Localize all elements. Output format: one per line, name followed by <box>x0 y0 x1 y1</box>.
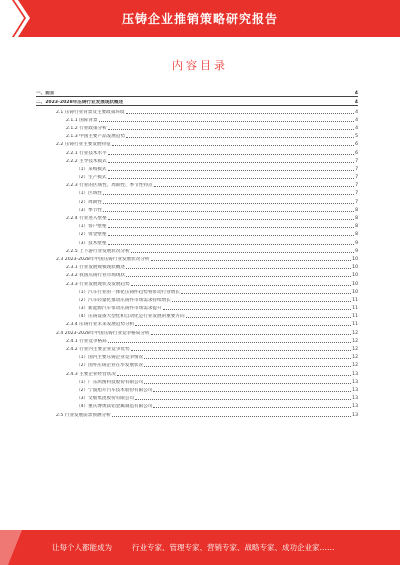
toc-entry[interactable] <box>36 336 358 344</box>
toc-entry[interactable] <box>36 188 358 196</box>
table-of-contents <box>36 88 358 418</box>
toc-entry[interactable] <box>36 409 358 417</box>
toc-leader-dots <box>153 390 351 392</box>
toc-entry-label: 2.2.5 上下游行业发展状况分析 <box>66 248 130 254</box>
footer-slogan: 让每个人都能成为 <box>52 543 112 552</box>
toc-entry-label: （4）压铸设备大型化和自动化是行业发展的重要方向 <box>76 314 185 320</box>
toc-leader-dots <box>112 144 354 146</box>
toc-entry-page: 4 <box>355 109 358 115</box>
toc-entry-page: 12 <box>352 330 358 336</box>
toc-entry[interactable] <box>36 131 358 139</box>
toc-entry-page: 12 <box>352 338 358 344</box>
toc-leader-dots <box>186 316 352 318</box>
toc-leader-dots <box>103 202 354 204</box>
toc-leader-dots <box>131 284 351 286</box>
toc-entry-label: 2.2.2 主导技术模式 <box>66 158 107 164</box>
toc-entry-label: 2.3.2 我国压铸行业市场现状 <box>66 273 126 279</box>
toc-entry-page: 8 <box>355 224 358 230</box>
toc-leader-dots <box>131 349 351 351</box>
toc-entry-label: 2.4 2023-2028年中国压铸行业竞争格局分析 <box>56 330 150 336</box>
toc-entry-page: 12 <box>352 363 358 369</box>
report-title: 压铸企业推销策略研究报告 <box>121 12 278 26</box>
toc-leader-dots <box>151 333 352 335</box>
toc-entry-page: 11 <box>352 322 358 328</box>
toc-entry-label: （2）生产模式 <box>76 175 107 181</box>
toc-entry[interactable] <box>36 327 358 335</box>
toc-entry[interactable] <box>36 123 358 131</box>
toc-leader-dots <box>144 382 351 384</box>
toc-entry-label: 2.3.3 行业发展现状及发展趋势 <box>66 281 130 287</box>
toc-entry[interactable] <box>36 221 358 229</box>
toc-entry-label: （1）国内主要压铸企业竞争情况 <box>76 355 144 361</box>
toc-entry[interactable] <box>36 88 358 97</box>
toc-entry-label: 2.3.4 压铸行业未来发展趋势分析 <box>66 322 135 328</box>
toc-leader-dots <box>126 112 355 114</box>
toc-leader-dots <box>108 128 354 130</box>
toc-entry-page: 13 <box>352 396 358 402</box>
toc-entry-page: 7 <box>355 191 358 197</box>
toc-entry-page: 4 <box>355 117 358 123</box>
toc-entry[interactable] <box>36 360 358 368</box>
toc-entry-page: 10 <box>352 289 358 295</box>
toc-entry-page: 6 <box>355 150 358 156</box>
toc-entry[interactable] <box>36 352 358 360</box>
toc-entry[interactable] <box>36 303 358 311</box>
toc-entry-page: 11 <box>352 306 358 312</box>
toc-entry[interactable] <box>36 311 358 319</box>
toc-entry[interactable] <box>36 97 358 106</box>
toc-leader-dots <box>135 324 351 326</box>
toc-entry[interactable] <box>36 278 358 286</box>
toc-entry-page: 13 <box>352 371 358 377</box>
toc-entry-label: （3）文灿集团股份有限公司 <box>76 396 135 402</box>
toc-entry[interactable] <box>36 246 358 254</box>
toc-entry-label: （1）客户壁垒 <box>76 224 107 230</box>
toc-leader-dots <box>108 218 354 220</box>
toc-leader-dots <box>108 234 355 236</box>
toc-entry-label: 2.1.3 中国主要产品发展趋势 <box>66 134 126 140</box>
toc-entry[interactable] <box>36 344 358 352</box>
toc-entry[interactable] <box>36 319 358 327</box>
toc-entry-page: 8 <box>355 207 358 213</box>
toc-entry-label: 2.4.3 主要企业经营状况 <box>66 371 116 377</box>
toc-leader-dots <box>124 103 354 104</box>
toc-entry-label: （2）国外压铸企业在华发展状况 <box>76 363 144 369</box>
toc-leader-dots <box>154 185 354 187</box>
toc-entry[interactable] <box>36 401 358 409</box>
toc-entry[interactable] <box>36 254 358 262</box>
toc-entry-page: 13 <box>352 379 358 385</box>
toc-entry-page: 10 <box>352 265 358 271</box>
toc-leader-dots <box>108 161 354 163</box>
toc-entry[interactable] <box>36 262 358 270</box>
toc-entry-label: （3）季节性 <box>76 207 102 213</box>
toc-leader-dots <box>117 374 351 376</box>
toc-entry-page: 9 <box>355 248 358 254</box>
toc-heading: 内容目录 <box>172 59 228 72</box>
toc-leader-dots <box>108 226 355 228</box>
toc-leader-dots <box>135 398 351 400</box>
toc-leader-dots <box>131 251 354 253</box>
toc-entry-label: （3）技术壁垒 <box>76 240 107 246</box>
toc-entry-page: 7 <box>355 158 358 164</box>
toc-entry[interactable] <box>36 147 358 155</box>
toc-leader-dots <box>103 193 354 195</box>
toc-entry-page: 10 <box>352 281 358 287</box>
toc-entry-page: 5 <box>355 134 358 140</box>
toc-entry-page: 4 <box>355 125 358 131</box>
toc-entry[interactable] <box>36 115 358 123</box>
toc-entry-page: 12 <box>352 347 358 352</box>
toc-entry-label: 2.2.4 行业进入壁垒 <box>66 216 107 221</box>
toc-leader-dots <box>108 169 355 171</box>
toc-entry-page: 8 <box>355 216 358 221</box>
toc-entry-page: 13 <box>352 387 358 393</box>
toc-entry[interactable] <box>36 139 358 147</box>
toc-entry[interactable] <box>36 295 358 303</box>
toc-entry-label: （4）重庆博奥镁铝金属制造有限公司 <box>76 404 153 410</box>
toc-entry-label: 2.2 压铸行业主要发展特征 <box>56 142 111 148</box>
toc-entry-label: （1）区域性 <box>76 191 102 197</box>
toc-entry-label: 2.4.1 行业竞争格局 <box>66 338 107 344</box>
toc-entry-label: （1）广东鸿图科技股份有限公司 <box>76 379 144 385</box>
footer-roles: 行业专家、管理专家、营销专家、战略专家、成功企业家…… <box>132 543 335 552</box>
page-footer <box>0 530 400 565</box>
toc-entry[interactable] <box>36 237 358 245</box>
toc-leader-dots <box>151 259 352 261</box>
toc-entry[interactable] <box>36 270 358 278</box>
toc-entry-label: 2.3 2023-2028年中国压铸行业发展状况分析 <box>56 256 150 262</box>
toc-entry-label: 2.1 压铸行业背景及主要政策环境 <box>56 109 125 115</box>
toc-entry-page: 11 <box>352 314 358 320</box>
toc-entry-label: 2.5 行业发展前景预测分析 <box>56 412 111 418</box>
toc-leader-dots <box>112 415 351 417</box>
toc-entry-label: 2.1.2 行业政策分析 <box>66 125 107 131</box>
toc-entry[interactable] <box>36 229 358 237</box>
toc-leader-dots <box>126 267 351 269</box>
toc-entry-label: 2.4.2 行业内主要企业竞争优势 <box>66 347 130 352</box>
toc-entry-page: 7 <box>355 183 358 189</box>
toc-entry[interactable] <box>36 377 358 385</box>
toc-entry[interactable] <box>36 180 358 188</box>
toc-entry[interactable] <box>36 385 358 393</box>
toc-leader-dots <box>99 120 355 122</box>
toc-entry-label: （2）周期性 <box>76 199 102 205</box>
toc-leader-dots <box>144 357 351 359</box>
toc-entry-page: 4 <box>354 91 358 97</box>
toc-leader-dots <box>103 210 354 212</box>
toc-leader-dots <box>126 136 354 138</box>
footer-stripe-icon <box>0 530 22 565</box>
toc-leader-dots <box>163 308 352 310</box>
toc-entry-label: 2.3.1 行业发展规模现状概述 <box>66 265 126 271</box>
toc-leader-dots <box>108 243 355 245</box>
toc-leader-dots <box>126 275 351 277</box>
toc-entry-label: （3）新能源汽车带动压铸件市场需求提升 <box>76 306 162 312</box>
page-header <box>0 0 400 37</box>
toc-entry[interactable] <box>36 368 358 376</box>
toc-entry-label: 2.2.3 行业的区域性、周期性、季节性特点 <box>66 183 153 189</box>
toc-entry-page: 6 <box>355 142 358 148</box>
toc-entry-label: （2）资金壁垒 <box>76 232 107 238</box>
toc-entry-label: （1）汽车行业的一体化压铸件趋势将带动行业增长 <box>76 289 180 295</box>
toc-entry[interactable] <box>36 164 358 172</box>
toc-entry-page: 10 <box>352 273 358 279</box>
toc-entry-page: 12 <box>352 355 358 361</box>
toc-entry-page: 7 <box>355 166 358 172</box>
toc-entry[interactable] <box>36 287 358 295</box>
toc-entry-page: 13 <box>352 404 358 410</box>
toc-leader-dots <box>181 292 351 294</box>
toc-entry[interactable] <box>36 393 358 401</box>
toc-entry-label: 一、前言 <box>36 91 55 97</box>
toc-entry-label: （2）宁波旭升汽车技术股份有限公司 <box>76 387 153 393</box>
toc-entry-page: 9 <box>355 240 358 246</box>
toc-leader-dots <box>108 153 354 155</box>
toc-entry-label: 2.1.1 国际背景 <box>66 117 98 123</box>
toc-entry-label: （2）汽车轻量化推动压铸件市场需求持续增长 <box>76 297 171 303</box>
toc-entry-label: 二、2023-2028年压铸行业发展现状概述 <box>36 100 124 106</box>
toc-entry-label: 2.2.1 行业技术水平 <box>66 150 107 156</box>
toc-leader-dots <box>144 365 351 367</box>
toc-leader-dots <box>153 406 351 408</box>
toc-entry[interactable] <box>36 172 358 180</box>
toc-entry-page: 7 <box>355 199 358 205</box>
toc-leader-dots <box>108 177 355 179</box>
toc-entry-page: 8 <box>355 232 358 238</box>
toc-entry[interactable] <box>36 213 358 221</box>
toc-entry-page: 10 <box>352 256 358 262</box>
toc-leader-dots <box>55 94 353 95</box>
toc-leader-dots <box>108 341 351 343</box>
toc-entry[interactable] <box>36 106 358 114</box>
toc-entry[interactable] <box>36 196 358 204</box>
toc-entry[interactable] <box>36 205 358 213</box>
toc-entry[interactable] <box>36 156 358 164</box>
toc-entry-page: 13 <box>352 412 358 418</box>
toc-leader-dots <box>172 300 351 302</box>
toc-entry-label: （1）采购模式 <box>76 166 107 172</box>
toc-entry-page: 11 <box>352 297 358 303</box>
toc-entry-page: 7 <box>355 175 358 181</box>
toc-entry-page: 4 <box>354 100 358 106</box>
